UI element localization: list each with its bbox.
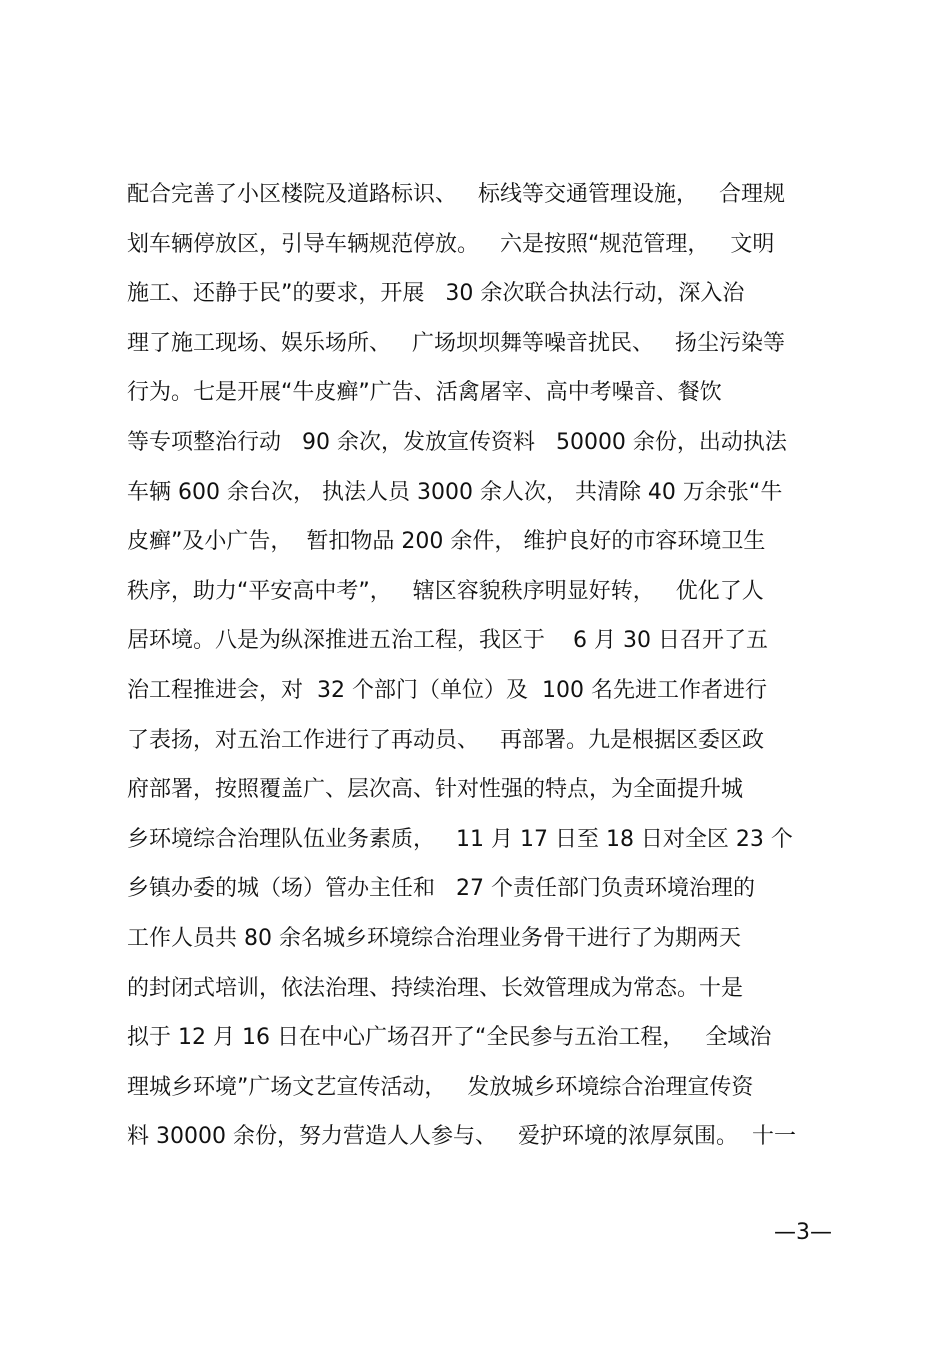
text-line: 理城乡环境”广场文艺宣传活动， 发放城乡环境综合治理宣传资 — [127, 1074, 754, 1100]
text-line: 府部署，按照覆盖广、层次高、针对性强的特点，为全面提升城 — [127, 777, 744, 803]
text-line: 的封闭式培训，依法治理、持续治理、长效管理成为常态。十是 — [127, 975, 744, 1001]
text-line: 居环境。八是为纵深推进五治工程，我区于 6 月 30 日召开了五 — [127, 628, 768, 654]
text-line: 施工、还静于民”的要求，开展 30 余次联合执法行动，深入治 — [127, 281, 745, 307]
text-line: 车辆 600 余台次， 执法人员 3000 余人次， 共清除 40 万余张“牛 — [127, 479, 783, 505]
text-line: 乡镇办委的城（场）管办主任和 27 个责任部门负责环境治理的 — [127, 876, 755, 902]
text-line: 治工程推进会，对 32 个部门（单位）及 100 名先进工作者进行 — [127, 677, 767, 703]
text-line: 工作人员共 80 余名城乡环境综合治理业务骨干进行了为期两天 — [127, 925, 741, 951]
text-line: 配合完善了小区楼院及道路标识、 标线等交通管理设施， 合理规 — [127, 182, 785, 207]
text-line: 皮癣”及小广告， 暂扣物品 200 余件， 维护良好的市容环境卫生 — [127, 529, 766, 555]
text-line: 拟于 12 月 16 日在中心广场召开了“全民参与五治工程， 全域治 — [127, 1025, 772, 1051]
body-paragraph — [127, 170, 832, 1162]
page-number: —3— — [774, 1220, 832, 1245]
text-line: 乡环境综合治理队伍业务素质， 11 月 17 日至 18 日对全区 23 个 — [127, 826, 793, 852]
text-line: 了表扬，对五治工作进行了再动员、 再部署。九是根据区委区政 — [127, 727, 764, 753]
text-line: 秩序，助力“平安高中考”， 辖区容貌秩序明显好转， 优化了人 — [127, 578, 764, 604]
text-line: 划车辆停放区，引导车辆规范停放。 六是按照“规范管理， 文明 — [127, 231, 775, 257]
text-line: 等专项整治行动 90 余次，发放宣传资料 50000 余份，出动执法 — [127, 429, 787, 455]
text-line: 料 30000 余份，努力营造人人参与、 爱护环境的浓厚氛围。 十一 — [127, 1124, 796, 1150]
text-line: 行为。七是开展“牛皮癣”广告、活禽屠宰、高中考噪音、餐饮 — [127, 380, 722, 406]
text-line: 理了施工现场、娱乐场所、 广场坝坝舞等噪音扰民、 扬尘污染等 — [127, 330, 785, 356]
